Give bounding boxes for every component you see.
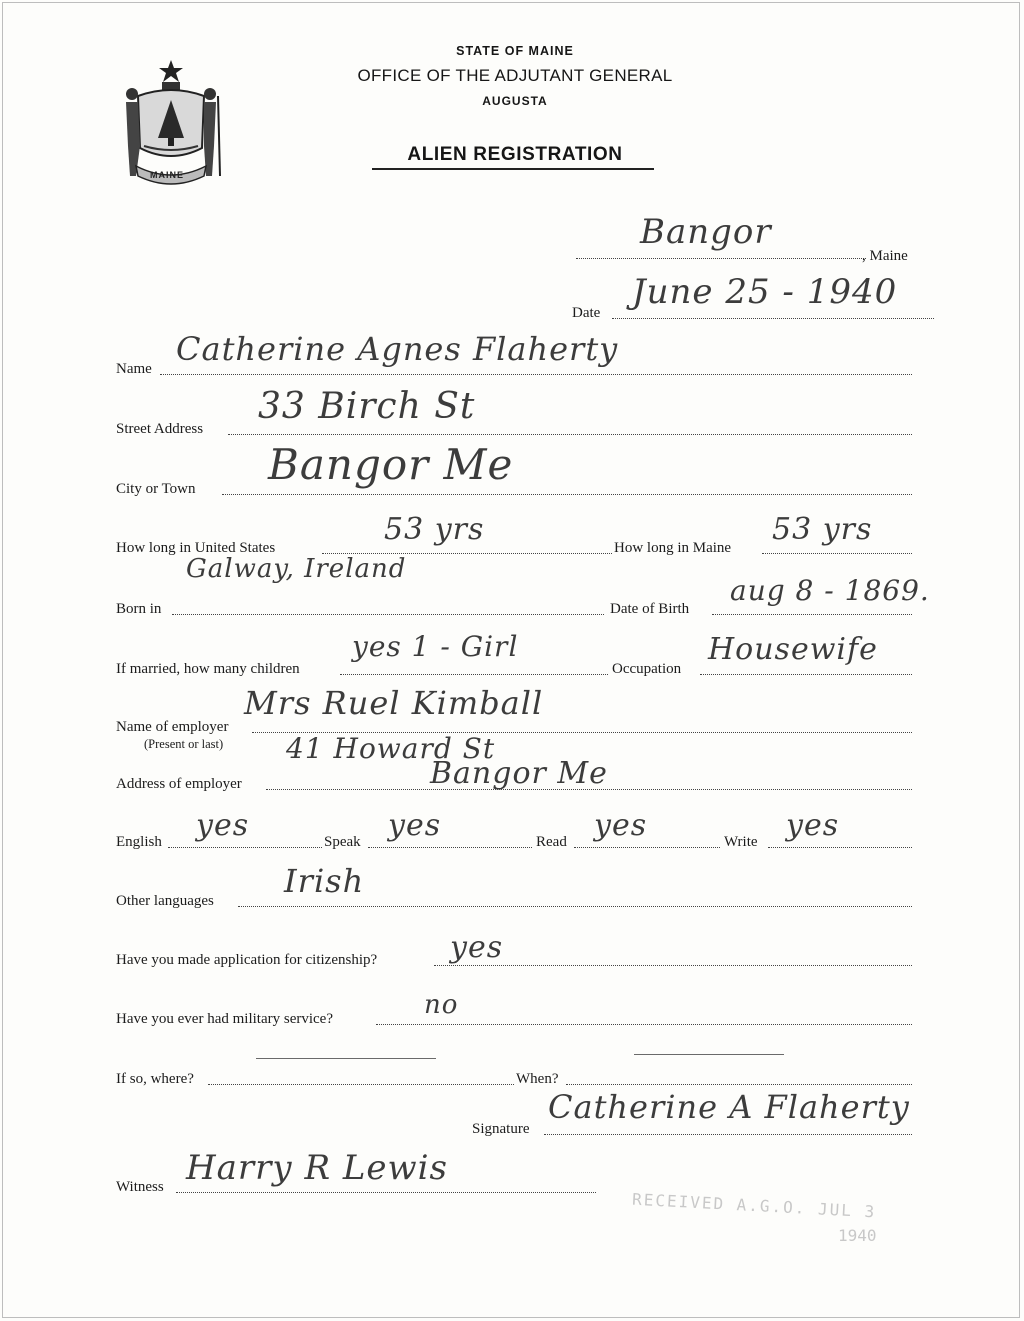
received-stamp: RECEIVED A.G.O. JUL 3 bbox=[631, 1189, 877, 1222]
date-value: June 25 - 1940 bbox=[632, 272, 898, 312]
witness-label: Witness bbox=[116, 1179, 164, 1195]
read-value: yes bbox=[594, 808, 648, 843]
born-in-dotted-line bbox=[172, 614, 604, 615]
form-title: ALIEN REGISTRATION bbox=[407, 144, 623, 165]
city-town-dotted-line bbox=[222, 494, 912, 495]
city-town-value: Bangor Me bbox=[268, 440, 514, 489]
write-label: Write bbox=[724, 834, 758, 850]
date-of-birth-label: Date of Birth bbox=[610, 601, 690, 617]
other-languages-value: Irish bbox=[284, 862, 365, 900]
signature-dotted-line bbox=[544, 1134, 912, 1135]
born-in-label: Born in bbox=[116, 601, 162, 617]
date-dotted-line bbox=[612, 318, 934, 319]
place-dotted-line bbox=[576, 258, 866, 259]
name-dotted-line bbox=[160, 374, 912, 375]
military-dotted-line bbox=[376, 1024, 912, 1025]
speak-value: yes bbox=[388, 808, 442, 843]
children-label: If married, how many children bbox=[116, 661, 300, 677]
military-value: no bbox=[424, 990, 459, 1020]
name-value: Catherine Agnes Flaherty bbox=[176, 330, 619, 368]
state-seal-icon bbox=[118, 56, 224, 186]
employer-address-dotted-line bbox=[266, 789, 912, 790]
read-dotted-line bbox=[574, 847, 720, 848]
where-dotted-line bbox=[208, 1084, 514, 1085]
children-value: yes 1 - Girl bbox=[352, 630, 519, 663]
how-long-maine-value: 53 yrs bbox=[772, 512, 873, 547]
other-languages-label: Other languages bbox=[116, 893, 214, 909]
city-town-label: City or Town bbox=[116, 481, 196, 497]
date-label: Date bbox=[572, 305, 601, 321]
witness-value: Harry R Lewis bbox=[186, 1148, 448, 1188]
seal-banner-text: MAINE bbox=[150, 170, 184, 180]
street-label: Street Address bbox=[116, 421, 204, 437]
title-underline bbox=[372, 168, 654, 170]
street-value: 33 Birch St bbox=[258, 386, 476, 427]
how-long-us-value: 53 yrs bbox=[384, 512, 485, 547]
occupation-dotted-line bbox=[700, 674, 912, 675]
when-label: When? bbox=[516, 1071, 559, 1087]
read-label: Read bbox=[536, 834, 567, 850]
english-label: English bbox=[116, 834, 162, 850]
header-city: AUGUSTA bbox=[482, 94, 548, 108]
header-office: OFFICE OF THE ADJUTANT GENERAL bbox=[357, 66, 673, 85]
place-city-value: Bangor bbox=[640, 212, 772, 252]
employer-address-label: Address of employer bbox=[116, 776, 242, 792]
occupation-value: Housewife bbox=[708, 632, 878, 667]
how-long-maine-label: How long in Maine bbox=[614, 540, 732, 556]
write-value: yes bbox=[786, 808, 840, 843]
children-dotted-line bbox=[340, 674, 608, 675]
how-long-maine-dotted-line bbox=[762, 553, 912, 554]
other-languages-dotted-line bbox=[238, 906, 912, 907]
witness-dotted-line bbox=[176, 1192, 596, 1193]
signature-value: Catherine A Flaherty bbox=[548, 1088, 910, 1126]
citizenship-label: Have you made application for citizenship? bbox=[116, 952, 378, 968]
citizenship-value: yes bbox=[450, 930, 504, 965]
when-dotted-line bbox=[566, 1084, 912, 1085]
employer-sublabel: (Present or last) bbox=[144, 737, 224, 751]
employer-value: Mrs Ruel Kimball bbox=[244, 684, 544, 722]
citizenship-dotted-line bbox=[434, 965, 912, 966]
place-state-label: , Maine bbox=[862, 248, 908, 264]
speak-label: Speak bbox=[324, 834, 361, 850]
name-label: Name bbox=[116, 361, 152, 377]
how-long-us-label: How long in United States bbox=[116, 540, 276, 556]
military-label: Have you ever had military service? bbox=[116, 1011, 333, 1027]
header-state: STATE OF MAINE bbox=[456, 44, 574, 58]
date-of-birth-value: aug 8 - 1869. bbox=[730, 574, 930, 607]
employer-label: Name of employer bbox=[116, 719, 229, 735]
where-label: If so, where? bbox=[116, 1071, 194, 1087]
date-of-birth-dotted-line bbox=[712, 614, 912, 615]
where-dash-stroke bbox=[256, 1058, 436, 1059]
english-dotted-line bbox=[168, 847, 322, 848]
employer-address-line1: 41 Howard St bbox=[286, 732, 496, 765]
speak-dotted-line bbox=[368, 847, 532, 848]
employer-address-line2: Bangor Me bbox=[430, 756, 608, 791]
received-stamp-year: 1940 bbox=[838, 1226, 877, 1245]
born-in-value: Galway, Ireland bbox=[186, 554, 407, 584]
when-dash-stroke bbox=[634, 1054, 784, 1055]
street-dotted-line bbox=[228, 434, 912, 435]
signature-label: Signature bbox=[472, 1121, 530, 1137]
english-value: yes bbox=[196, 808, 250, 843]
write-dotted-line bbox=[768, 847, 912, 848]
occupation-label: Occupation bbox=[612, 661, 682, 677]
